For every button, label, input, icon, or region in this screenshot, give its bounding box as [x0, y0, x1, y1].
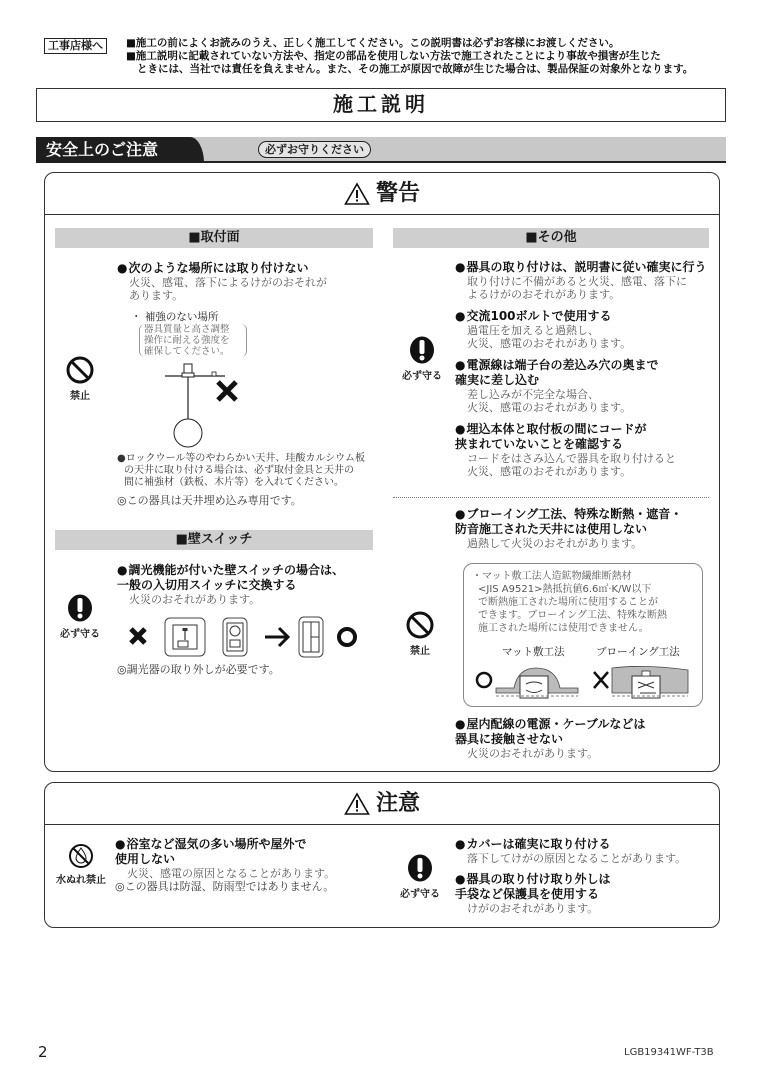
wall-switch-bullet: ●調光機能が付いた壁スイッチの場合は、 一般の入切用スイッチに交換する 火災のおそれがあります。	[117, 563, 345, 606]
sub-item: ・ 補強のない場所	[131, 311, 219, 323]
mounting-surface-title: ■取付面	[55, 228, 373, 248]
warning-heading-text: 警告	[375, 181, 420, 206]
wall-switch-title: ■壁スイッチ	[55, 530, 373, 550]
warning-heading	[45, 173, 719, 215]
unreinforced-ceiling-illustration	[160, 361, 250, 453]
dimmer-removal-note: ◎調光器の取り外しが必要です。	[117, 663, 280, 676]
other-items	[455, 260, 717, 478]
other-header	[393, 228, 709, 248]
must-follow-icon-wrap	[395, 335, 449, 382]
installer-notice-tag: 工事店様へ	[44, 38, 107, 54]
exclamation-icon	[408, 335, 436, 365]
warning-box	[44, 172, 720, 772]
other-title: ■その他	[393, 228, 709, 248]
warning-triangle-icon	[344, 792, 370, 816]
installer-notice	[126, 37, 693, 76]
blowing-method-label: ブローイング工法	[596, 646, 680, 658]
caution-right-items	[455, 837, 717, 915]
not-waterproof-note: ◎この器具は防湿、防雨型ではありません。	[115, 880, 335, 893]
bullet-desc: あります。	[129, 289, 184, 302]
caution-heading-text: 注意	[375, 791, 420, 816]
page-number: 2	[38, 1043, 48, 1061]
no-water-label: 水ぬれ禁止	[56, 875, 106, 886]
section-title: 安全上のご注意	[36, 137, 204, 163]
document-code: LGB19341WF-T3B	[624, 1047, 714, 1058]
switch-replacement-illustration	[127, 613, 367, 661]
notice-line: ときには、当社では責任を負えません。また、その施工が原因で故障が生じた場合は、製品保証の対象外となります。	[137, 63, 694, 75]
must-follow-icon-wrap	[393, 853, 447, 900]
recessed-only-note: ◎この器具は天井埋め込み専用です。	[117, 494, 302, 507]
mounting-surface-header	[55, 228, 373, 248]
list-item: ●器具の取り付けは、説明書に従い確実に行う 取り付けに不備があると火災、感電、落下に よるけがのおそれがあります。	[455, 260, 707, 301]
list-item: ●電源線は端子台の差込み穴の奥まで 確実に差し込む 差し込みが不完全な場合、 火災、感電のおそれがあります。	[455, 358, 659, 414]
list-item: ●カバーは確実に取り付ける 落下してけがの原因となることがあります。	[455, 837, 687, 865]
blowing-method-bullet: ●ブローイング工法、特殊な断熱・遮音・ 防音施工された天井には使用しない 過熱して火災のおそれがあります。	[455, 507, 683, 550]
caution-box	[44, 782, 720, 928]
must-follow-label: 必ず守る	[400, 889, 440, 900]
prohibit-icon-wrap	[57, 355, 103, 402]
bullet-title: 次のような場所には取り付けない	[128, 261, 309, 275]
x-mark-icon	[215, 379, 239, 403]
must-follow-icon-wrap	[53, 593, 107, 640]
notice-line: ■施工説明に記載されていない方法や、指定の部品を使用しない方法で施工されたことにより事故や損害が生じた	[126, 50, 661, 62]
no-water-icon	[68, 843, 94, 869]
prohibit-label: 禁止	[70, 391, 90, 402]
warning-triangle-icon	[344, 182, 370, 206]
bullet-desc: 火災、感電、落下によるけがのおそれが	[129, 276, 327, 289]
notice-line: ■施工の前によくお読みのうえ、正しく施工してください。この説明書は必ずお客様にお渡しください。	[126, 37, 620, 49]
mounting-bullet: ●次のような場所には取り付けない 火災、感電、落下によるけがのおそれが あります。 ・ 補強のない場所 器具質量と高さ調整 操作に耐える強度を 確保してください。	[117, 261, 377, 357]
sub-paren-note: 器具質量と高さ調整 操作に耐える強度を 確保してください。	[139, 324, 247, 357]
prohibit-label: 禁止	[410, 646, 430, 657]
insulation-info-text: ・マット敷工法人造鉱物繊維断熱材 <JIS A9521>熱抵抗値6.6㎡·K/W以下 で断熱施工された場所に使用することが できます。ブローイング工法、特殊な断熱 施工された場所には使用できません。	[472, 571, 667, 634]
list-item: ●器具の取り付け取り外しは 手袋など保護具を使用する けがのおそれがあります。	[455, 872, 611, 915]
indoor-wiring-bullet: ●屋内配線の電源・ケーブルなどは 器具に接触させない 火災のおそれがあります。	[455, 717, 646, 760]
must-follow-label: 必ず守る	[60, 629, 100, 640]
prohibit-icon-wrap	[397, 610, 443, 657]
must-follow-label: 必ず守る	[402, 371, 442, 382]
section-pill: 必ずお守りください	[258, 141, 371, 158]
mat-method-label: マット敷工法	[502, 646, 565, 658]
list-item: ●交流100ボルトで使用する 過電圧を加えると過熱し、 火災、感電のおそれがあります。	[455, 309, 632, 350]
exclamation-icon	[406, 853, 434, 883]
exclamation-icon	[66, 593, 94, 623]
wall-switch-header	[55, 530, 373, 550]
caution-heading	[45, 783, 719, 825]
insulation-info-box	[463, 563, 703, 707]
page-title: 施工説明	[36, 88, 726, 122]
no-water-icon-wrap	[49, 843, 113, 886]
prohibit-icon	[65, 355, 95, 385]
humidity-bullet: ●浴室など湿気の多い場所や屋外で 使用しない 火災、感電の原因となることがあります。 ◎この器具は防湿、防雨型ではありません。	[115, 837, 395, 894]
list-item: ●埋込本体と取付板の間にコードが 挟まれていないことを確認する コードをはさみ込んで器具を取り付けると 火災、感電のおそれがあります。	[455, 422, 676, 478]
soft-ceiling-note: ●ロックウール等のやわらかい天井、珪酸カルシウム板 の天井に取り付ける場合は、必ず取付金具と天井の 間に補強材（鉄板、木片等）を入れてください。	[117, 453, 365, 488]
prohibit-icon	[405, 610, 435, 640]
divider	[393, 497, 709, 498]
insulation-methods-illustration	[474, 662, 696, 702]
